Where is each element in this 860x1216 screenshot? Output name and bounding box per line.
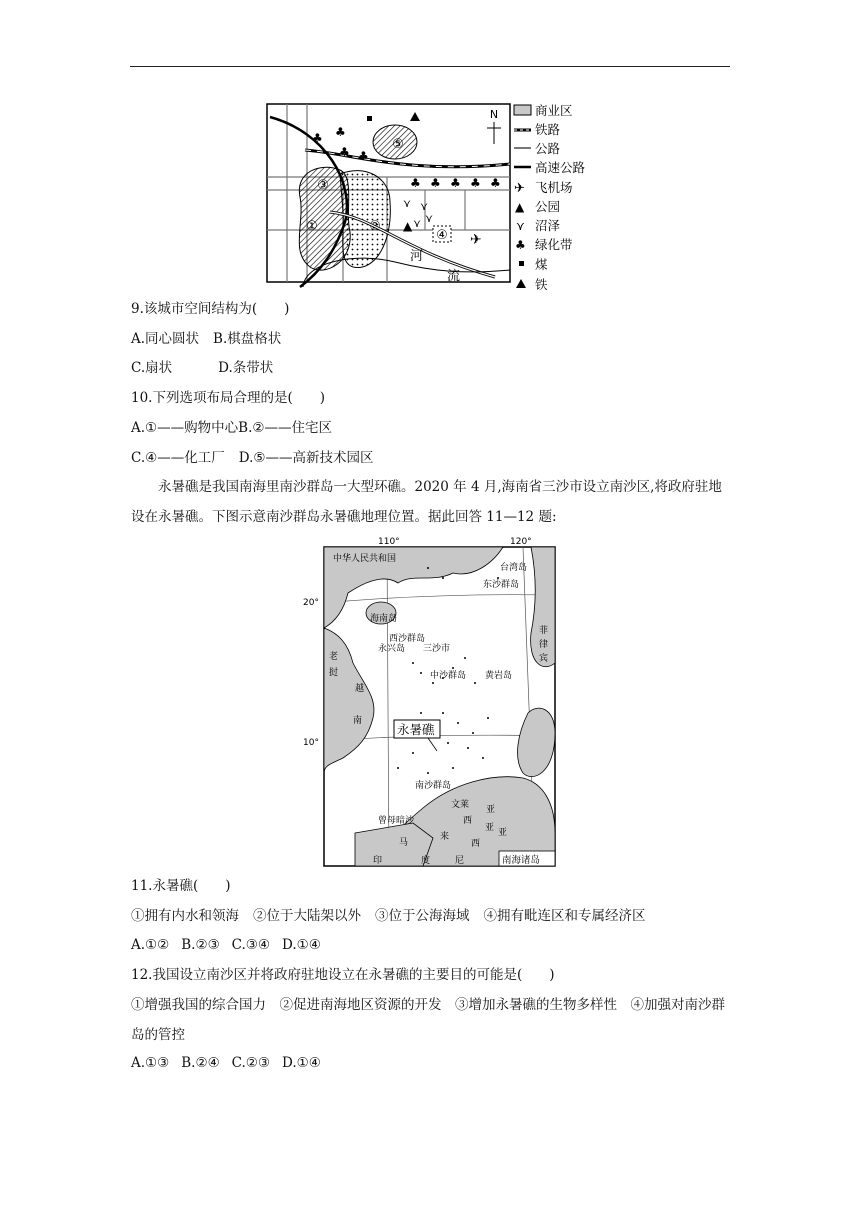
svg-text:✈: ✈ [470,232,482,248]
label-china: 中华人民共和国 [333,554,397,564]
q11-statements [131,907,646,925]
q12-stem: 12.我国设立南沙区并将政府驻地设立在永暑礁的主要目的可能是( ) [131,967,555,983]
q12-options [131,1054,321,1072]
intro-paragraph: 永暑礁是我国南海里南沙群岛一大型环礁。2020 年 4 月,海南省三沙市设立南沙区,将政府驻地设在永暑礁。下图示意南沙群岛永暑礁地理位置。据此回答 11—12 题: [131,479,722,525]
zone-1-label: ① [306,219,318,234]
label-taiwan: 台湾岛 [500,563,528,573]
zone-3-label: ③ [317,178,329,193]
label-philippines-3: 宾 [539,654,549,664]
svg-text:♣: ♣ [430,176,441,190]
q11-option-c[interactable]: C.③④ [231,937,271,953]
q10-option-d[interactable]: D.⑤——高新技术园区 [238,450,374,466]
iron-icon [516,279,526,288]
q12-option-b[interactable]: B.②④ [181,1055,220,1071]
legend-airport: 飞机场 [535,180,573,195]
label-malaysia-3: 西 [463,816,473,826]
label-hainan: 海南岛 [370,614,398,624]
svg-text:⋎: ⋎ [420,200,429,213]
label-lao-1: 老 [329,652,339,662]
river-label-2: 流 [447,269,461,284]
label-vietnam-1: 越 [355,684,365,694]
q9-options-row1 [131,330,281,348]
svg-text:♣: ♣ [335,125,346,139]
label-brunei: 文莱 [451,800,470,810]
q11-option-a[interactable]: A.①② [131,937,170,953]
label-vietnam-2: 南 [353,716,363,726]
coal-icon [519,261,524,266]
greenbelt-icon: ♣ [515,238,526,252]
q11-statement-2: ②位于大陆架以外 [253,908,361,924]
q9-stem: 9.该城市空间结构为( ) [131,301,290,317]
svg-text:♣: ♣ [312,131,323,145]
zone-5-label: ⑤ [392,137,404,152]
label-nansha: 南沙群岛 [415,781,452,791]
legend-road: 公路 [535,141,561,156]
label-xisha: 西沙群岛 [389,634,426,644]
q10-option-a[interactable]: A.①——购物中心 [131,420,239,436]
label-indonesia-2: 度 [421,856,431,866]
q11-statement-3: ③位于公海海域 [375,908,470,924]
label-indonesia-1: 印 [373,856,383,866]
q11-statement-1: ①拥有内水和领海 [131,908,239,924]
legend-commercial: 商业区 [535,103,573,118]
airport-icon: ✈ [514,181,525,196]
svg-text:♣: ♣ [339,145,350,159]
label-malaysia-east-1: 亚 [485,823,495,833]
q11-options [131,936,321,954]
lon-label-120: 120° [510,537,532,547]
q12-option-a[interactable]: A.①③ [131,1055,170,1071]
marsh-icon: ⋎ [516,219,525,233]
q11-stem: 11.永暑礁( ) [131,878,231,894]
label-malaysia-1: 马 [399,838,409,848]
lon-label-110: 110° [378,537,400,547]
q11-option-b[interactable]: B.②③ [181,937,220,953]
q11-statement-4: ④拥有毗连区和专属经济区 [483,908,646,924]
q10-option-b[interactable]: B.②——住宅区 [238,420,332,436]
legend-iron: 铁 [535,277,548,292]
label-lao-2: 挝 [329,668,339,678]
svg-text:♣: ♣ [470,176,481,190]
q9-option-b[interactable]: B.棋盘格状 [213,331,282,347]
svg-text:♣: ♣ [450,176,461,190]
label-malaysia-2: 来 [440,832,450,842]
legend-greenbelt: 绿化带 [535,237,573,252]
svg-text:⋎: ⋎ [425,212,434,225]
q10-stem: 10.下列选项布局合理的是( ) [131,390,326,406]
zone-4-label: ④ [436,228,448,243]
svg-text:⋎: ⋎ [413,217,422,230]
legend-swatch-commercial [514,105,531,115]
label-yongxing: 永兴岛 [378,644,406,654]
svg-text:♣: ♣ [490,176,501,190]
header-rule [130,66,730,67]
label-philippines-1: 菲 [539,626,549,636]
label-indonesia-3: 尼 [455,856,465,866]
label-malaysia-4: 亚 [486,805,496,815]
q9-option-d[interactable]: D.条带状 [218,360,274,376]
q9-options-row2 [131,359,273,377]
svg-text:♣: ♣ [410,176,421,190]
legend-railway: 铁路 [535,122,561,137]
inset-caption: 南海诸岛 [502,855,541,866]
label-malaysia-east-2: 西 [471,839,481,849]
lat-label-10: 10° [303,738,319,748]
label-sansha: 三沙市 [423,644,451,654]
park-icon: ▲ [515,200,525,214]
label-zengmu: 曾母暗沙 [378,816,415,826]
label-dongsha: 东沙群岛 [483,580,520,590]
q10-option-c[interactable]: C.④——化工厂 [131,450,225,466]
label-zhongsha: 中沙群岛 [430,671,467,681]
river-label-1: 河 [410,249,424,264]
legend-park: 公园 [535,199,561,214]
legend-expressway: 高速公路 [535,160,586,175]
q10-options-row1 [131,419,332,437]
q9-option-c[interactable]: C.扇状 [131,360,173,376]
lat-label-20: 20° [303,598,319,608]
svg-text:♣: ♣ [358,149,369,163]
label-malaysia-east-3: 亚 [498,828,508,838]
svg-text:▲: ▲ [403,219,413,233]
label-yongshu: 永暑礁 [397,722,435,737]
south-china-sea-map [303,533,558,868]
q12-option-c[interactable]: C.②③ [231,1055,271,1071]
q12-option-d[interactable]: D.①④ [282,1055,321,1071]
zone-2-label: ② [369,219,381,234]
q12-statements: ①增强我国的综合国力 ②促进南海地区资源的开发 ③增加永暑礁的生物多样性 ④加强对南沙群岛的管控 [131,997,725,1043]
city-structure-map [265,102,595,292]
label-huangyan: 黄岩岛 [485,671,513,681]
legend-marsh: 沼泽 [535,218,561,233]
label-philippines-2: 律 [539,640,549,650]
q10-options-row2 [131,449,374,467]
q11-option-d[interactable]: D.①④ [282,937,321,953]
legend-coal: 煤 [535,257,548,272]
svg-text:⋎: ⋎ [403,197,412,210]
north-label: N [489,108,499,121]
q9-option-a[interactable]: A.同心圆状 [131,331,200,347]
